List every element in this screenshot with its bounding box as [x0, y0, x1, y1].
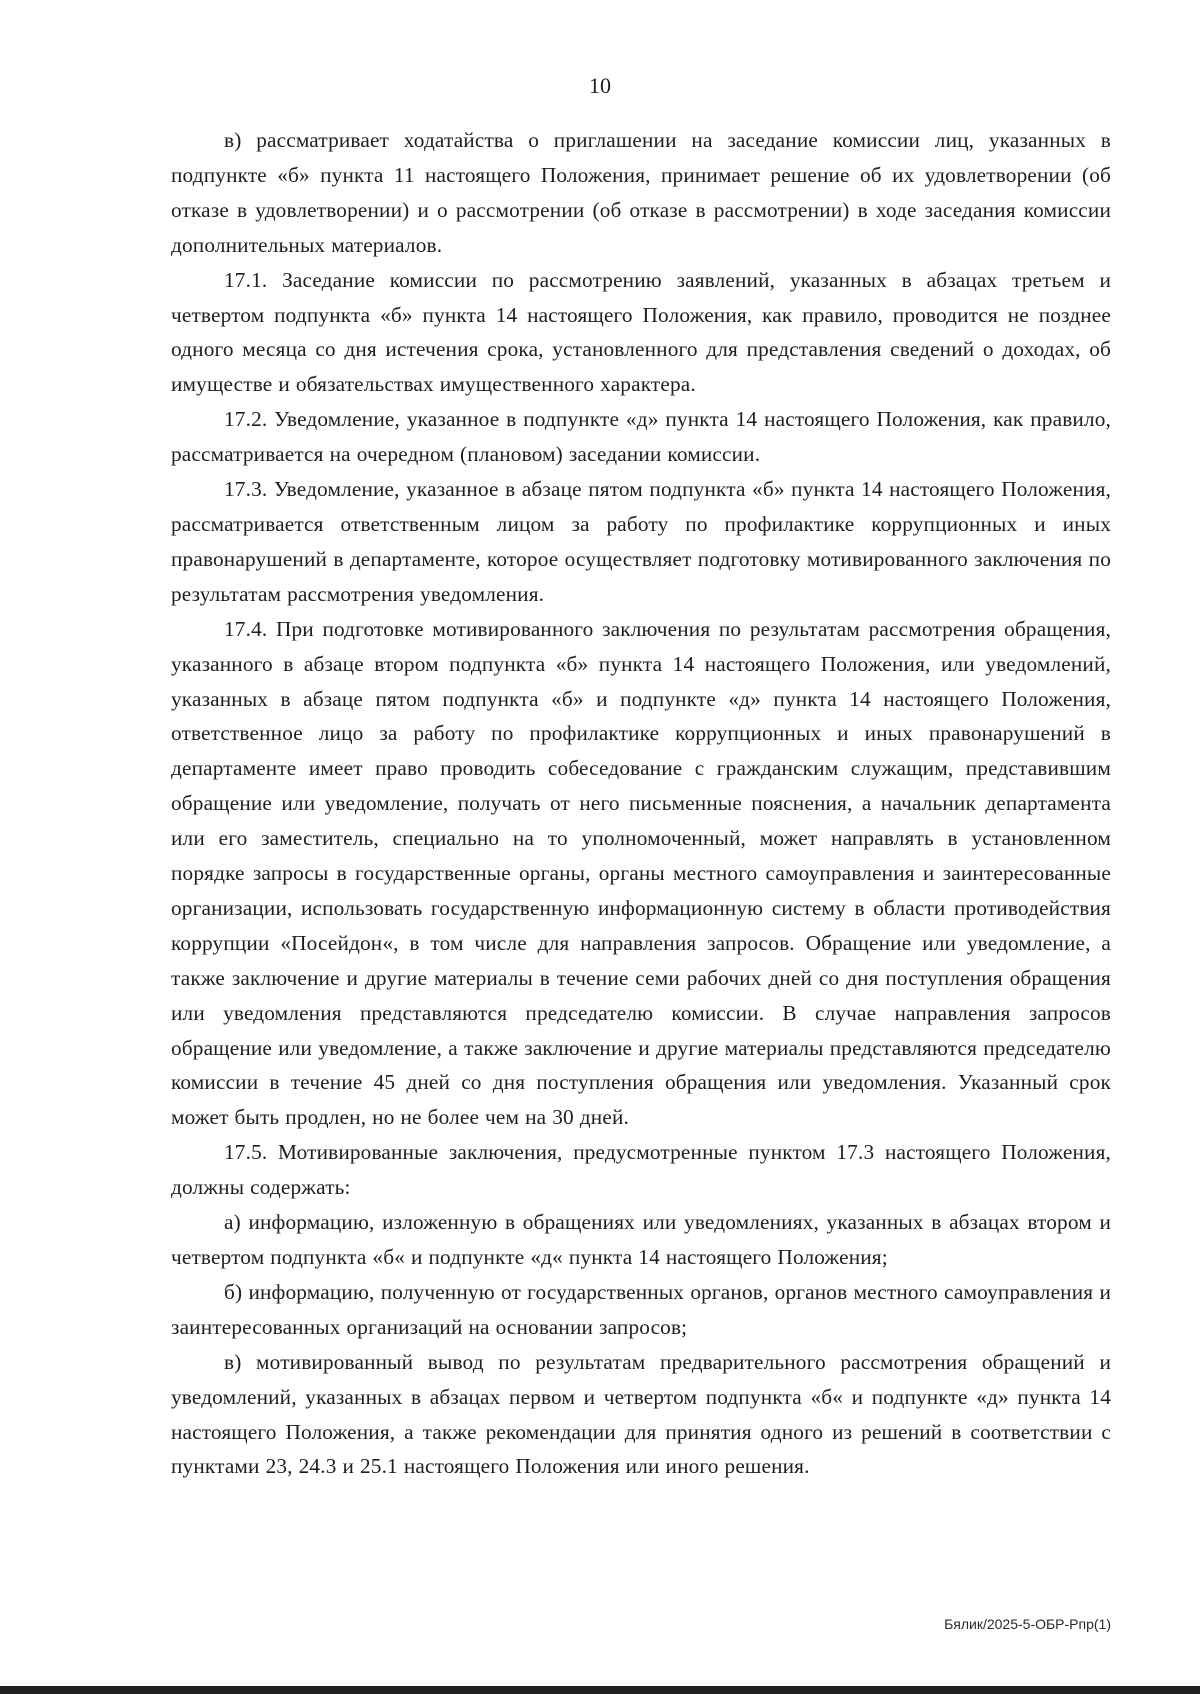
document-body — [171, 123, 1111, 1484]
document-code: Бялик/2025-5-ОБР-Рпр(1) — [944, 1616, 1111, 1632]
paragraph-17-3: 17.3. Уведомление, указанное в абзаце пятом подпункта «б» пункта 14 настоящего Положения, рассматривается ответственным лицом за работу по профилактике коррупционных и иных правонарушений в департаменте, которое осуществляет подготовку мотивированного заключения по результатам рассмотрения уведомления. — [171, 477, 1111, 606]
paragraph-17-5: 17.5. Мотивированные заключения, предусмотренные пунктом 17.3 настоящего Положения, должны содержать: — [171, 1140, 1111, 1200]
paragraph-v-hodataystva: в) рассматривает ходатайства о приглашении на заседание комиссии лиц, указанных в подпункте «б» пункта 11 настоящего Положения, принимает решение об их удовлетворении (об отказе в удовлетворении) и о рассмотрении (об отказе в рассмотрении) в ходе заседания комиссии дополнительных материалов. — [171, 128, 1111, 257]
paragraph-17-5-v: в) мотивированный вывод по результатам предварительного рассмотрения обращений и уведомлений, указанных в абзацах первом и четвертом подпункта «б« и подпункте «д» пункта 14 настоящего Положения, а также рекомендации для принятия одного из решений в соответствии с пунктами 23, 24.3 и 25.1 настоящего Положения или иного решения. — [171, 1349, 1111, 1479]
scan-bottom-edge — [0, 1686, 1200, 1694]
paragraph-17-5-b: б) информацию, полученную от государственных органов, органов местного самоуправления и заинтересованных организаций на основании запросов; — [171, 1279, 1111, 1339]
paragraph-17-2: 17.2. Уведомление, указанное в подпункте «д» пункта 14 настоящего Положения, как правило, рассматривается на очередном (плановом) заседании комиссии. — [171, 407, 1111, 467]
paragraph-17-1: 17.1. Заседание комиссии по рассмотрению заявлений, указанных в абзацах третьем и четвертом подпункта «б» пункта 14 настоящего Положения, как правило, проводится не позднее одного месяца со дня истечения срока, установленного для представления сведений о доходах, об имуществе и обязательствах имущественного характера. — [171, 267, 1111, 397]
paragraph-17-4: 17.4. При подготовке мотивированного заключения по результатам рассмотрения обращения, указанного в абзаце втором подпункта «б» пункта 14 настоящего Положения, или уведомлений, указанных в абзаце пятом подпункта «б» и подпункте «д» пункта 14 настоящего Положения, ответственное лицо за работу по профилактике коррупционных и иных правонарушений в департаменте имеет право проводить собеседование с гражданским служащим, представившим обращение или уведомление, получать от него письменные пояснения, а начальник департамента или его заместитель, специально на то уполномоченный, может направлять в установленном порядке запросы в государственные органы, органы местного самоуправления и заинтересованные организации, использовать государственную информационную систему в области противодействия коррупции «Посейдон«, в том числе для направления запросов. Обращение или уведомление, а также заключение и другие материалы в течение семи рабочих дней со дня поступления обращения или уведомления представляются председателю комиссии. В случае направления запросов обращение или уведомление, а также заключение и другие материалы представляются председателю комиссии в течение 45 дней со дня поступления обращения или уведомления. Указанный срок может быть продлен, но не более чем на 30 дней. — [171, 616, 1111, 1130]
paragraph-17-5-a: а) информацию, изложенную в обращениях или уведомлениях, указанных в абзацах втором и четвертом подпункта «б« и подпункте «д« пункта 14 настоящего Положения; — [171, 1210, 1111, 1269]
page-number: 10 — [589, 73, 611, 98]
